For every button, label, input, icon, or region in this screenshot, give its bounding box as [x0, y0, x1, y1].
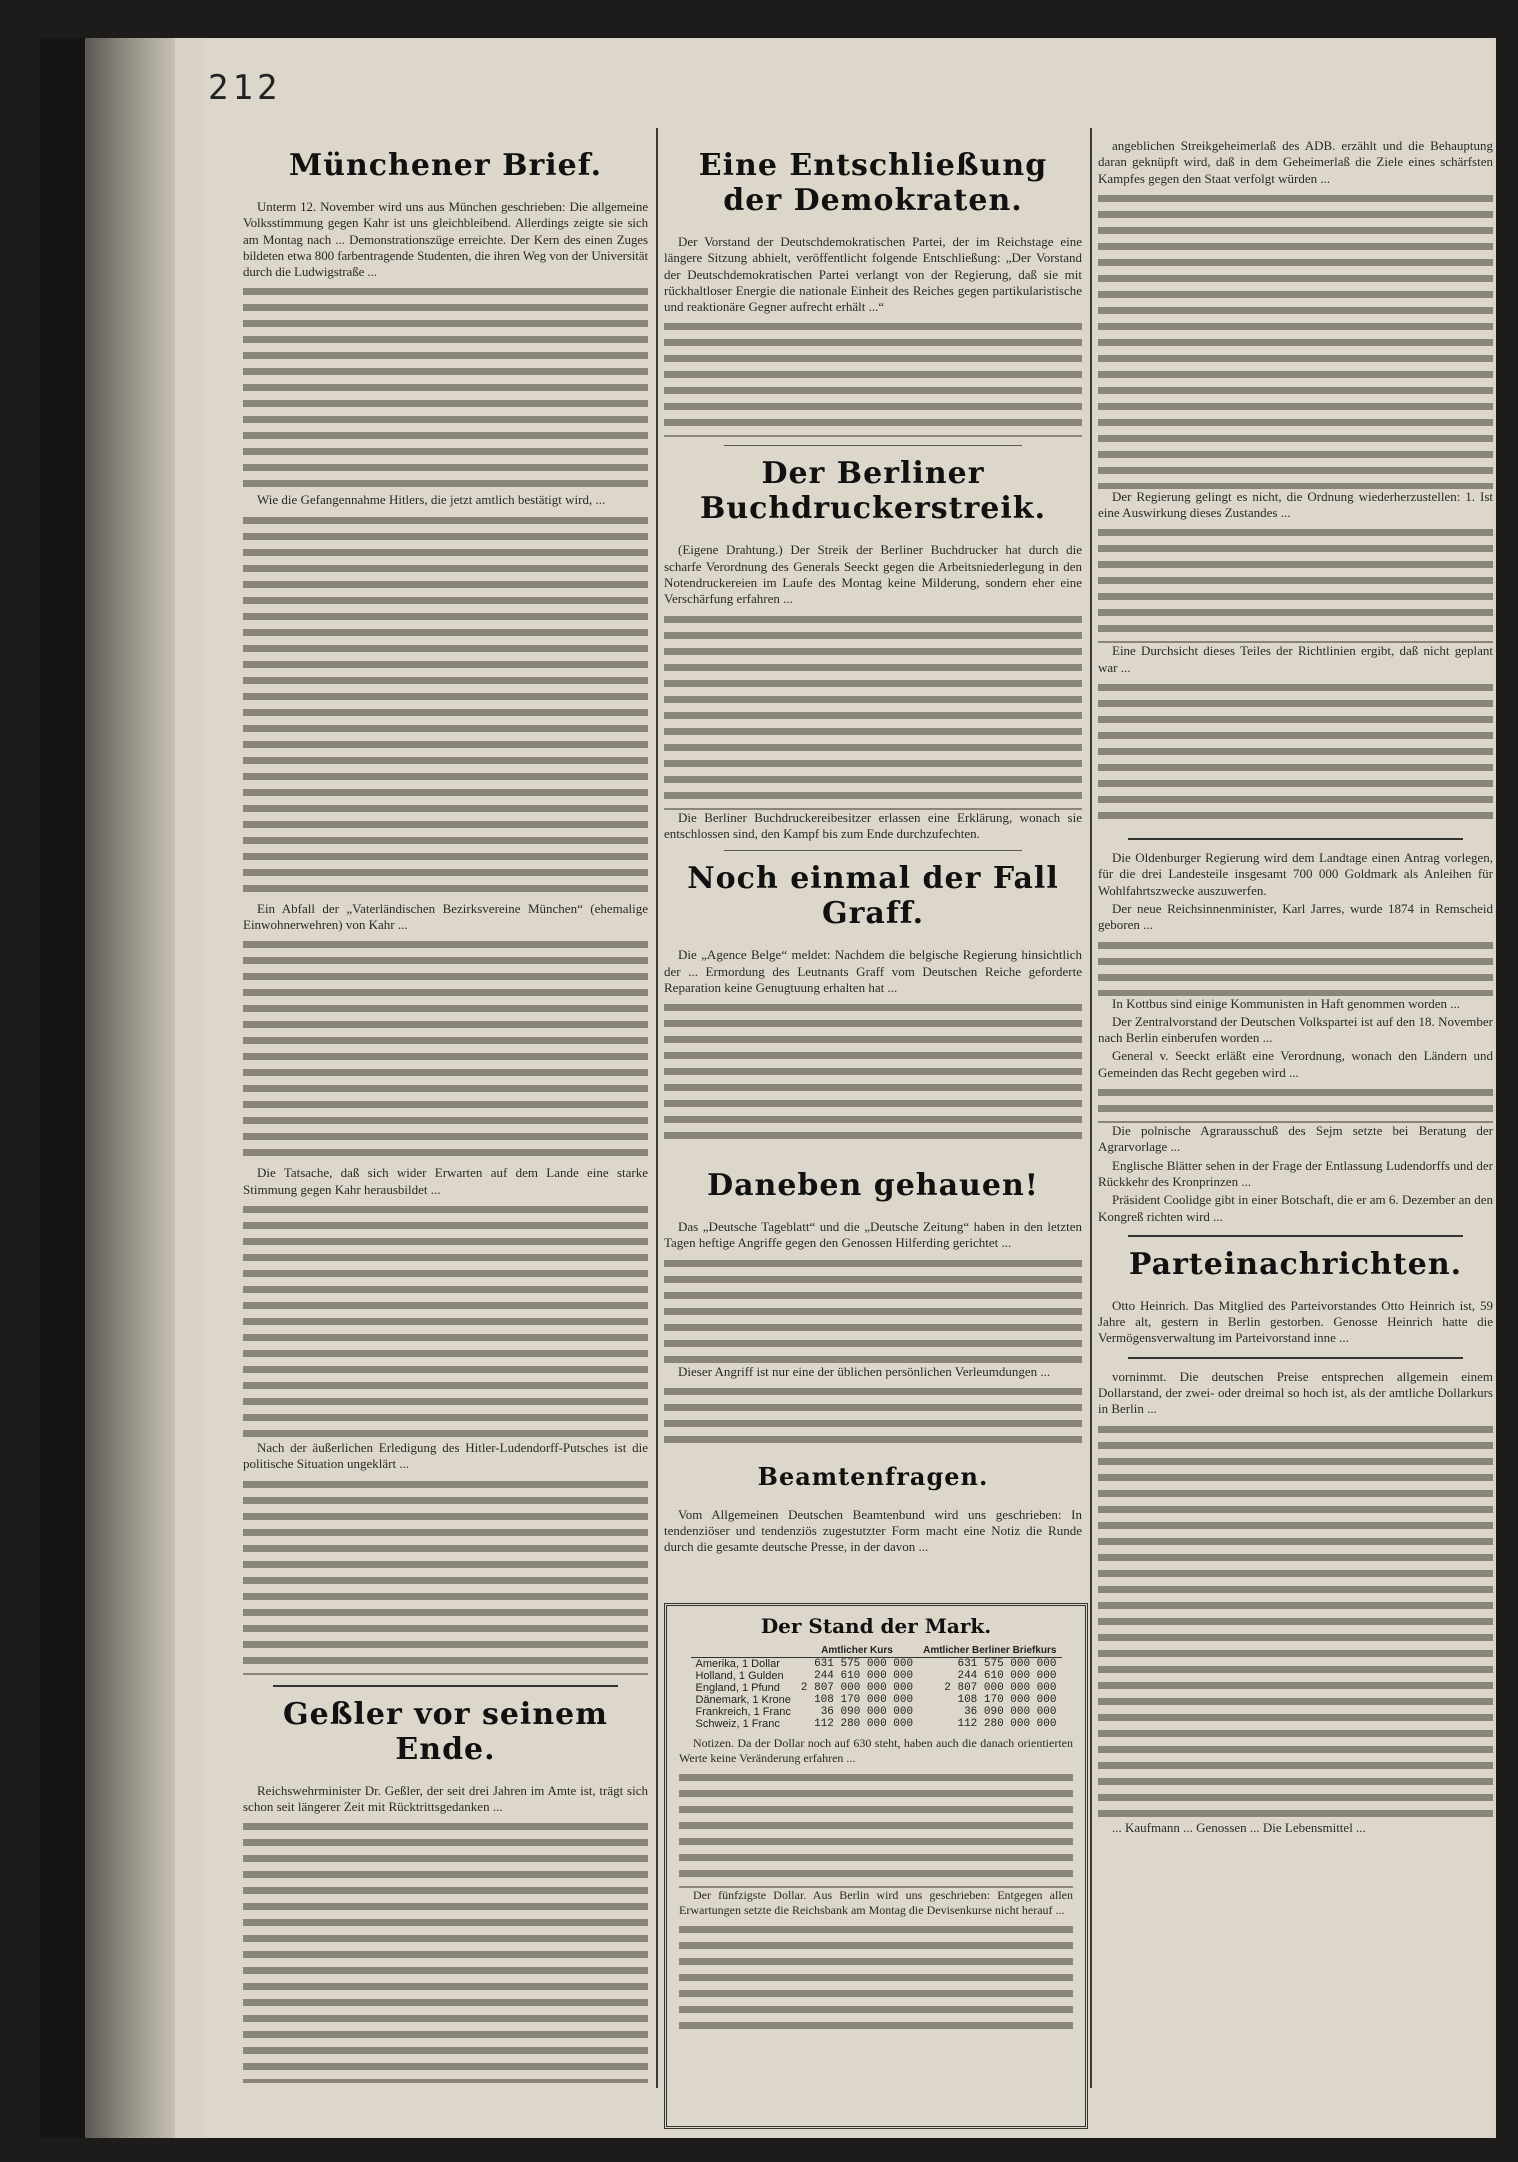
newspaper-page: [203, 38, 1493, 2138]
paragraph: Ein Abfall der „Vaterländischen Bezirksvereine München“ (ehemalige Einwohnerwehren) von Kahr ...: [243, 900, 648, 933]
paragraph: Reichswehrminister Dr. Geßler, der seit drei Jahren im Amte ist, trägt sich schon seit längerer Zeit mit Rücktrittsgedanken ...: [243, 1782, 648, 1814]
paragraph: ... Kaufmann ... Genossen ... Die Lebensmittel ...: [1112, 1819, 1366, 1835]
paragraph: Der neue Reichsinnenminister, Karl Jarres, wurde 1874 in Remscheid geboren ...: [1098, 900, 1493, 933]
table-row: [691, 1670, 1062, 1682]
divider: [724, 445, 1022, 446]
headline-parteinachrichten: Parteinachrichten.: [1128, 1246, 1463, 1282]
paragraph: Wie die Gefangennahme Hitlers, die jetzt amtlich bestätigt wird, ...: [257, 492, 606, 508]
paragraph: Die „Agence Belge“ meldet: Nachdem die belgische Regierung hinsichtlich der ... Ermordung des Leutnants Graff vom Deutschen Reiche geforderte Reparation keine Genugtuung erhalten hat ...: [664, 947, 1082, 995]
divider: [273, 1685, 618, 1687]
headline-fall-graff: Noch einmal der Fall Graff.: [687, 861, 1059, 932]
paragraph: Otto Heinrich. Das Mitglied des Parteivorstandes Otto Heinrich ist, 59 Jahre alt, gestern in Berlin gestorben. Genosse Heinrich hatte die Vermögensverwaltung im Parteivorstand inne ...: [1098, 1297, 1493, 1346]
divider: [724, 850, 1022, 851]
divider: [1128, 838, 1463, 840]
column-3: [1098, 138, 1493, 2083]
table-header: Amtlicher Kurs: [796, 1644, 918, 1658]
text-block: [1098, 1420, 1493, 1820]
paragraph: Die Berliner Buchdruckereibesitzer erlassen eine Erklärung, wonach sie entschlossen sind, den Kampf bis zum Ende durchzufechten.: [664, 809, 1082, 841]
text-block: [243, 282, 648, 492]
text-block: [1098, 523, 1493, 643]
text-block: [1098, 189, 1493, 489]
book-spine: [40, 38, 175, 2138]
text-block: [1098, 1083, 1493, 1123]
text-block: [664, 1382, 1082, 1452]
table-cell: 244 610 000 000: [957, 1670, 1057, 1682]
paragraph: Die polnische Agrarausschuß des Sejm setzte bei Beratung der Agrarvorlage ...: [1098, 1123, 1493, 1155]
table-cell: 36 090 000 000: [964, 1706, 1057, 1718]
table-cell: Amerika, 1 Dollar: [695, 1658, 780, 1670]
divider: [1128, 1235, 1463, 1237]
table-cell: 108 170 000 000: [814, 1694, 914, 1706]
paragraph: Nach der äußerlichen Erledigung des Hitler-Ludendorff-Putsches ist die politische Situation ungeklärt ...: [243, 1439, 648, 1472]
text-block: [664, 610, 1082, 810]
table-row: [691, 1718, 1062, 1730]
paragraph: Notizen. Da der Dollar noch auf 630 steht, haben auch die danach orientierten Werte keine Veränderung erfahren ...: [679, 1736, 1073, 1765]
paragraph: General v. Seeckt erläßt eine Verordnung, wonach den Ländern und Gemeinden das Recht gegeben wird ...: [1098, 1048, 1493, 1080]
column-2: [664, 138, 1082, 1158]
paragraph: Der Zentralvorstand der Deutschen Volkspartei ist auf den 18. November nach Berlin einberufen worden ...: [1098, 1013, 1493, 1046]
table-cell: 108 170 000 000: [957, 1694, 1057, 1706]
table-row: [691, 1682, 1062, 1694]
column-rule: [1090, 128, 1092, 2088]
headline-demokraten: Eine Entschließung der Demokraten.: [698, 148, 1048, 218]
mark-rate-box: [664, 1603, 1088, 2129]
text-block: [1098, 936, 1493, 996]
table-cell: England, 1 Pfund: [695, 1682, 780, 1694]
text-block: [243, 1475, 648, 1675]
headline-beamtenfragen: Beamtenfragen.: [757, 1461, 989, 1491]
table-cell: 244 610 000 000: [814, 1670, 914, 1682]
text-block: [679, 1768, 1073, 1888]
text-block: [664, 998, 1082, 1148]
headline-muenchener-brief: Münchener Brief.: [288, 148, 603, 183]
column-2-lower: [664, 1158, 1082, 1588]
table-cell: Frankreich, 1 Franc: [695, 1706, 791, 1718]
text-block: [679, 1920, 1073, 2030]
headline-buchdruckerstreik: Der Berliner Buchdruckerstreik.: [699, 456, 1047, 527]
page-number: 212: [208, 68, 282, 108]
text-block: [243, 511, 648, 901]
paragraph: Der Regierung gelingt es nicht, die Ordnung wiederherzustellen: 1. Ist eine Auswirkung dieses Zustandes ...: [1098, 488, 1493, 521]
headline-gessler: Geßler vor seinem Ende.: [283, 1696, 608, 1767]
table-cell: 631 575 000 000: [814, 1658, 914, 1670]
paragraph: Unterm 12. November wird uns aus München geschrieben: Die allgemeine Volksstimmung gegen Kahr ist uns gleichbleibend. Allerdings zeigte sie sich am Montag nach ... Demonstrationszüge erreichte. Der Kern des einen Zuges bildeten etwa 800 farbentragende Studenten, die ihren Weg von der Universität durch die Ludwigstraße ...: [243, 199, 648, 280]
paragraph: Der Vorstand der Deutschdemokratischen Partei, der im Reichstage eine längere Sitzung abhielt, veröffentlicht folgende Entschließung: „Der Vorstand der Deutschdemokratischen Partei verlangt von der Regierung, daß sie mit rückhaltloser Energie die nationale Einheit des Reiches gegen partikularistische und reaktionäre Gegner aufrecht erhält ...“: [664, 234, 1082, 315]
paragraph: Der fünfzigste Dollar. Aus Berlin wird uns geschrieben: Entgegen allen Erwartungen setzte die Reichsbank am Montag die Devisenkurse nicht herauf ...: [679, 1888, 1073, 1917]
paragraph: Englische Blätter sehen in der Frage der Entlassung Ludendorffs und der Rückkehr des Kronprinzen ...: [1098, 1157, 1493, 1189]
mark-box-title: Der Stand der Mark.: [760, 1614, 992, 1638]
text-block: [664, 317, 1082, 437]
text-block: [243, 1200, 648, 1440]
paragraph: Vom Allgemeinen Deutschen Beamtenbund wird uns geschrieben: In tendenziöser und tendenziös zugestutzter Form macht eine Notiz die Runde durch die gesamte deutsche Presse, in der davon ...: [664, 1506, 1082, 1555]
table-cell: 2 807 000 000 000: [800, 1682, 914, 1694]
table-header-row: [691, 1644, 1062, 1658]
table-row: [691, 1658, 1062, 1671]
table-cell: Holland, 1 Gulden: [695, 1670, 784, 1682]
table-header: Amtlicher Berliner Briefkurs: [918, 1644, 1061, 1658]
paragraph: Die Oldenburger Regierung wird dem Landtage einen Antrag vorlegen, für die drei Landesteile insgesamt 700 000 Goldmark als Anleihen für Wohlfahrtszwecke auszuwerfen.: [1098, 850, 1493, 898]
table-row: [691, 1694, 1062, 1706]
paragraph: Eine Durchsicht dieses Teiles der Richtlinien ergibt, daß nicht geplant war ...: [1098, 643, 1493, 675]
table-row: [691, 1706, 1062, 1718]
paragraph: Die Tatsache, daß sich wider Erwarten auf dem Lande eine starke Stimmung gegen Kahr herausbildet ...: [243, 1165, 648, 1197]
table-cell: 112 280 000 000: [957, 1718, 1057, 1730]
table-cell: 112 280 000 000: [814, 1718, 914, 1730]
paragraph: (Eigene Drahtung.) Der Streik der Berliner Buchdrucker hat durch die scharfe Verordnung des Generals Seeckt gegen die Arbeitsniederlegung in den Notendruckereien im Laufe des Montag keine Milderung, sondern eher eine Verschärfung erfahren ...: [664, 542, 1082, 607]
table-header: [691, 1644, 796, 1658]
table-cell: 2 807 000 000 000: [944, 1682, 1057, 1694]
scanned-page: [40, 38, 1496, 2138]
table-cell: 631 575 000 000: [957, 1658, 1057, 1670]
paragraph: Das „Deutsche Tageblatt“ und die „Deutsche Zeitung“ haben in den letzten Tagen heftige Angriffe gegen den Genossen Hilferding gerichtet ...: [664, 1219, 1082, 1251]
column-rule: [656, 128, 658, 2088]
column-1: [243, 138, 648, 2083]
text-block: [243, 1817, 648, 2083]
paragraph: In Kottbus sind einige Kommunisten in Haft genommen worden ...: [1112, 995, 1461, 1011]
table-cell: Dänemark, 1 Krone: [695, 1694, 791, 1706]
paragraph: Präsident Coolidge gibt in einer Botschaft, die er am 6. Dezember an den Kongreß richten wird ...: [1098, 1192, 1493, 1224]
headline-daneben-gehauen: Daneben gehauen!: [707, 1168, 1039, 1203]
table-cell: Schweiz, 1 Franc: [695, 1718, 780, 1730]
text-block: [243, 935, 648, 1165]
divider: [1128, 1357, 1463, 1359]
paragraph: Dieser Angriff ist nur eine der üblichen persönlichen Verleumdungen ...: [678, 1363, 1051, 1379]
exchange-rate-table: [691, 1644, 1062, 1730]
text-block: [664, 1254, 1082, 1364]
paragraph: angeblichen Streikgeheimerlaß des ADB. erzählt und die Behauptung daran geknüpft wird, daß in dem Geheimerlaß die Ziele eines schärfsten Kampfes gegen den Staat verfolgt würden ...: [1098, 138, 1493, 186]
paragraph: vornimmt. Die deutschen Preise entsprechen allgemein einem Dollarstand, der zwei- oder dreimal so hoch ist, als der amtliche Dollarkurs in Berlin ...: [1098, 1368, 1493, 1417]
text-block: [1098, 678, 1493, 828]
table-cell: 36 090 000 000: [820, 1706, 914, 1718]
